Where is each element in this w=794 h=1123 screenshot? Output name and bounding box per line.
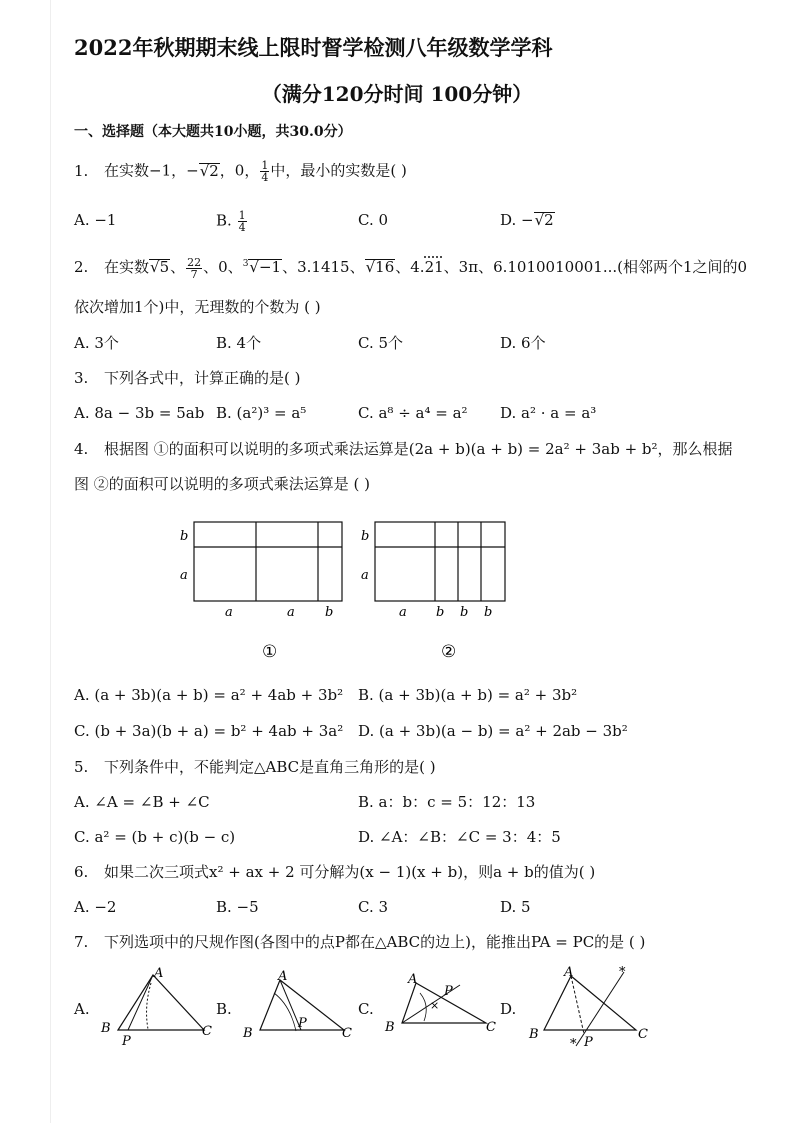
figure-1 bbox=[180, 522, 342, 662]
q5-option-a[interactable]: A. ∠A = ∠B + ∠C bbox=[74, 793, 210, 811]
question-number: 5. bbox=[74, 758, 89, 776]
q3-option-d[interactable]: D. a² · a = a³ bbox=[500, 404, 597, 422]
svg-text:C: C bbox=[202, 1024, 212, 1039]
svg-text:B: B bbox=[385, 1020, 395, 1035]
svg-text:P: P bbox=[444, 984, 453, 999]
svg-text:A: A bbox=[408, 972, 418, 987]
q2-option-c[interactable]: C. 5个 bbox=[358, 334, 404, 352]
sqrt: √16 bbox=[365, 258, 395, 276]
question-5: 5. 下列条件中，不能判定△ABC是直角三角形的是( ) bbox=[74, 758, 436, 776]
question-4: 4. 根据图 ①的面积可以说明的多项式乘法运算是(2a + b)(a + b) = 2a² + 3ab + b²，那么根据 bbox=[74, 440, 733, 458]
exam-title: 2022年秋期期末线上限时督学检测八年级数学学科 bbox=[74, 35, 553, 60]
fig1-outline bbox=[194, 522, 342, 601]
q7-option-b[interactable]: B. bbox=[216, 1000, 232, 1018]
q7-option-a[interactable]: A. bbox=[74, 1000, 90, 1018]
repeating-decimal: 21 bbox=[424, 258, 444, 276]
question-number: 3. bbox=[74, 369, 89, 387]
cube-root: √−1 bbox=[249, 258, 282, 276]
question-2: 2. 在实数√5、 $\frac{22}{7}$ 、0、$^3$√−1、3.1415、√16、4.21、3π、6.1010010001...(相邻两个1之间的0 bbox=[74, 255, 748, 281]
fig1-bottom-label: a bbox=[225, 605, 233, 620]
q2-option-b[interactable]: B. 4个 bbox=[216, 334, 262, 352]
q7-figure-d bbox=[524, 962, 664, 1054]
question-number: 7. bbox=[74, 933, 89, 951]
fig1-bottom-label: b bbox=[325, 605, 334, 620]
margin-line bbox=[50, 0, 51, 1123]
q5-option-c[interactable]: C. a² = (b + c)(b − c) bbox=[74, 828, 236, 846]
q6-option-d[interactable]: D. 5 bbox=[500, 898, 531, 916]
q1-option-a[interactable]: A. −1 bbox=[74, 211, 117, 229]
fraction: $\frac{22}{7}$ bbox=[187, 255, 202, 281]
svg-text:*: * bbox=[570, 1037, 577, 1052]
svg-text:B: B bbox=[529, 1027, 539, 1042]
svg-text:C: C bbox=[486, 1020, 496, 1035]
question-3: 3. 下列各式中，计算正确的是( ) bbox=[74, 369, 301, 387]
question-number: 2. bbox=[74, 258, 89, 276]
q1-option-c[interactable]: C. 0 bbox=[358, 211, 389, 229]
q6-option-a[interactable]: A. −2 bbox=[74, 898, 117, 916]
q3-option-c[interactable]: C. a⁸ ÷ a⁴ = a² bbox=[358, 404, 468, 422]
q4-option-b[interactable]: B. (a + 3b)(a + b) = a² + 3b² bbox=[358, 686, 578, 704]
q4-option-d[interactable]: D. (a + 3b)(a − b) = a² + 2ab − 3b² bbox=[358, 722, 628, 740]
q5-option-b[interactable]: B. a：b：c = 5：12：13 bbox=[358, 793, 536, 811]
svg-text:B: B bbox=[101, 1021, 111, 1036]
q7-option-c[interactable]: C. bbox=[358, 1000, 374, 1018]
fig2-bottom-label: b bbox=[436, 605, 445, 620]
q7-figure-b bbox=[238, 965, 358, 1050]
q5-option-d[interactable]: D. ∠A：∠B：∠C = 3：4：5 bbox=[358, 828, 561, 846]
sqrt: √2 bbox=[199, 161, 219, 180]
svg-text:B: B bbox=[243, 1026, 253, 1041]
q2-option-a[interactable]: A. 3个 bbox=[74, 334, 119, 352]
svg-text:A: A bbox=[564, 965, 574, 980]
fig1-left-label-b: b bbox=[180, 529, 189, 544]
svg-text:*: * bbox=[619, 965, 626, 980]
q4-option-c[interactable]: C. (b + 3a)(b + a) = b² + 4ab + 3a² bbox=[74, 722, 344, 740]
q3-option-b[interactable]: B. (a²)³ = a⁵ bbox=[216, 404, 307, 422]
fig2-caption: ② bbox=[441, 642, 457, 662]
q7-figure-c bbox=[380, 965, 500, 1050]
q3-option-a[interactable]: A. 8a − 3b = 5ab bbox=[74, 404, 205, 422]
question-number: 6. bbox=[74, 863, 89, 881]
fig1-bottom-label: a bbox=[287, 605, 295, 620]
fig2-bottom-label: b bbox=[460, 605, 469, 620]
fig2-bottom-label: a bbox=[399, 605, 407, 620]
svg-text:A: A bbox=[154, 966, 164, 981]
svg-text:P: P bbox=[584, 1035, 593, 1050]
svg-text:P: P bbox=[122, 1034, 131, 1049]
q4-figure-panel bbox=[170, 512, 530, 667]
sqrt: √5 bbox=[150, 258, 170, 276]
fig2-bottom-label: b bbox=[484, 605, 493, 620]
svg-text:P: P bbox=[298, 1016, 307, 1031]
q4-option-a[interactable]: A. (a + 3b)(a + b) = a² + 4ab + 3b² bbox=[74, 686, 344, 704]
question-number: 1. bbox=[74, 161, 89, 180]
fig1-left-label-a: a bbox=[180, 568, 188, 583]
fig2-left-label-b: b bbox=[361, 529, 370, 544]
question-4-cont: 图 ②的面积可以说明的多项式乘法运算是 ( ) bbox=[74, 475, 371, 493]
question-number: 4. bbox=[74, 440, 89, 458]
svg-text:C: C bbox=[638, 1027, 648, 1042]
section-heading: 一、选择题（本大题共10小题，共30.0分） bbox=[74, 124, 352, 140]
q1-option-d[interactable]: D. −√2 bbox=[500, 211, 554, 229]
exam-subtitle: （满分120分时间 100分钟） bbox=[261, 82, 533, 106]
q2-option-d[interactable]: D. 6个 bbox=[500, 334, 546, 352]
sqrt: √2 bbox=[534, 211, 554, 229]
question-1: 1. 在实数−1，−√2，0， $\frac{1}{4}$ 中，最小的实数是( ) bbox=[74, 159, 407, 184]
figure-2 bbox=[361, 522, 505, 662]
svg-text:A: A bbox=[278, 969, 288, 984]
question-6: 6. 如果二次三项式x² + ax + 2 可分解为(x − 1)(x + b)，则a + b的值为( ) bbox=[74, 863, 596, 881]
fraction: $\frac{1}{4}$ bbox=[238, 209, 246, 234]
svg-text:×: × bbox=[430, 999, 440, 1012]
q7-figure-a bbox=[96, 965, 216, 1050]
q7-option-d[interactable]: D. bbox=[500, 1000, 517, 1018]
fig1-caption: ① bbox=[262, 642, 278, 662]
question-2-cont: 依次增加1个)中，无理数的个数为 ( ) bbox=[74, 298, 321, 316]
q6-option-c[interactable]: C. 3 bbox=[358, 898, 389, 916]
fraction: $\frac{1}{4}$ bbox=[261, 159, 269, 184]
q1-option-b[interactable]: B. $\frac{1}{4}$ bbox=[216, 209, 246, 234]
fig2-left-label-a: a bbox=[361, 568, 369, 583]
q6-option-b[interactable]: B. −5 bbox=[216, 898, 259, 916]
svg-text:C: C bbox=[342, 1026, 352, 1041]
fig2-outline bbox=[375, 522, 505, 601]
question-7: 7. 下列选项中的尺规作图(各图中的点P都在△ABC的边上)，能推出PA = PC的是 ( ) bbox=[74, 933, 646, 951]
